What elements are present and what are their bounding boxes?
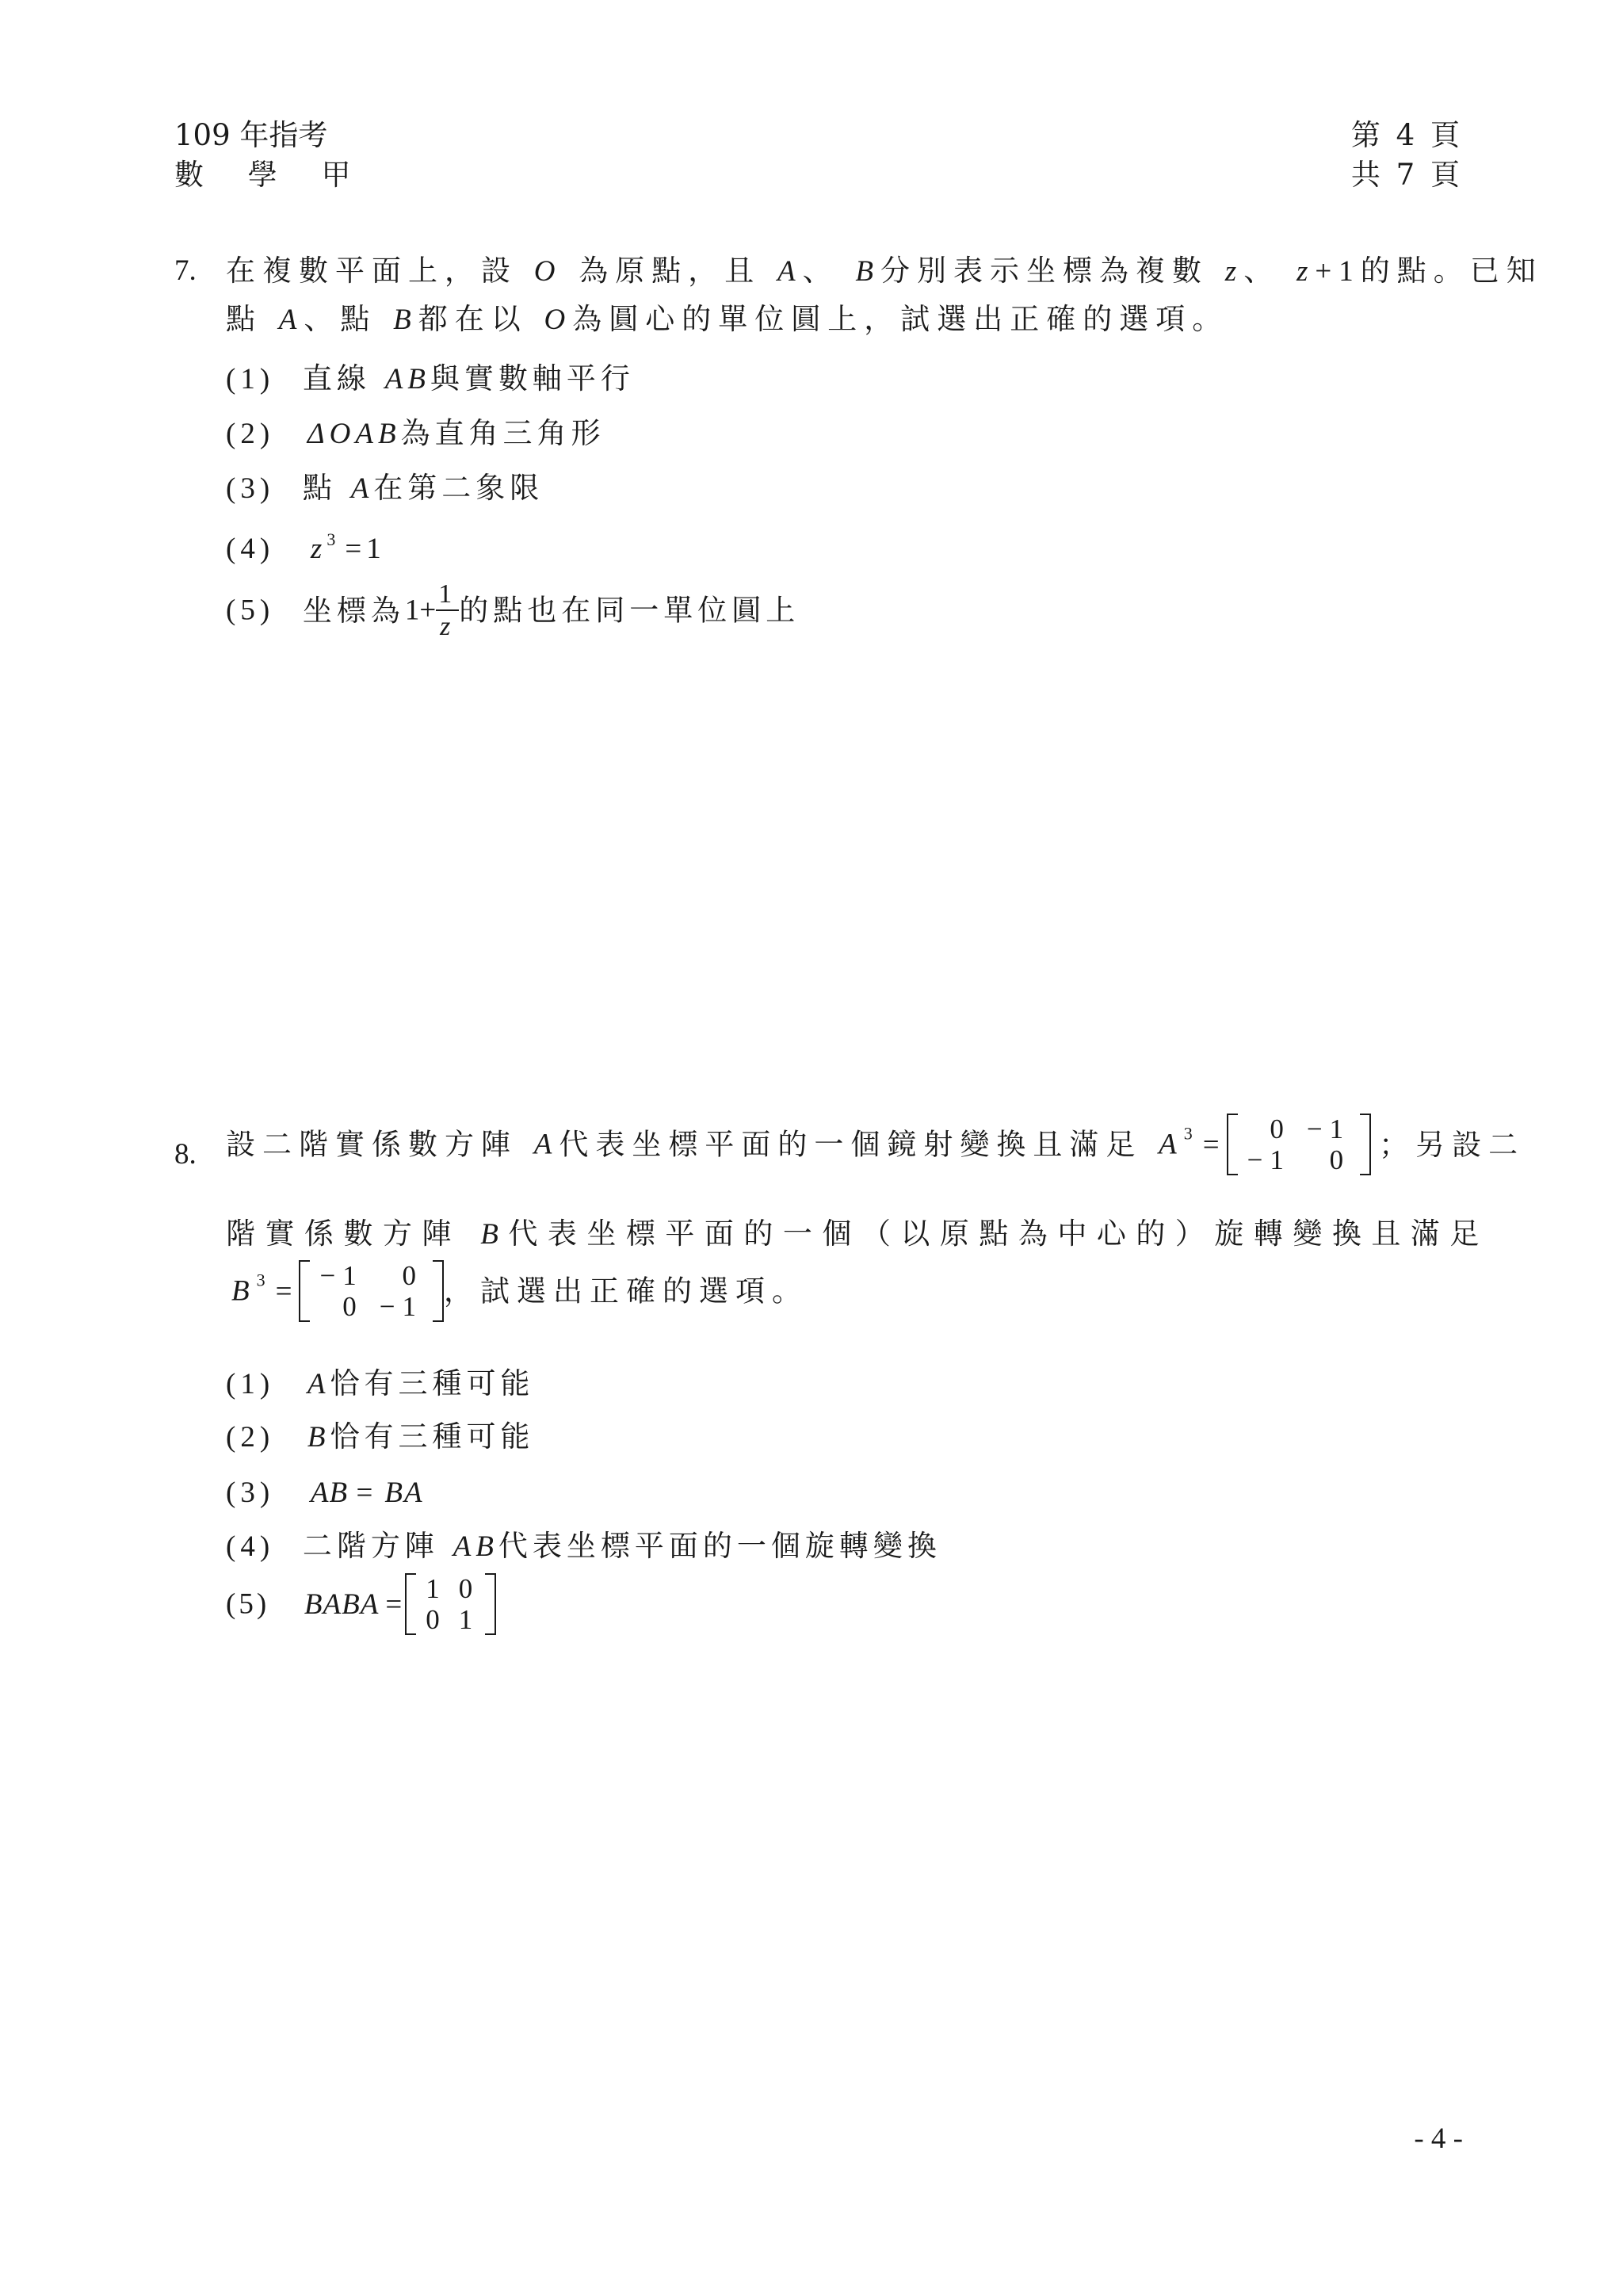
math-B: B	[231, 1274, 257, 1308]
text-segment: 的點也在同一單位圓上	[459, 593, 800, 628]
math-expression: AB	[310, 1477, 349, 1509]
math-expression: A	[350, 472, 374, 505]
math-B: B	[393, 304, 418, 336]
option-label: (4)	[226, 1530, 275, 1563]
text-segment: 代表坐標平面的一個（以原點為中心的）旋轉變換且滿足	[508, 1217, 1489, 1251]
text-segment: 分別表示坐標為複數	[880, 254, 1209, 288]
matrix-A	[1227, 1114, 1372, 1175]
text-segment: 二階方陣	[302, 1529, 439, 1563]
matrix-cell: 0	[458, 1573, 476, 1604]
question-number: 8.	[174, 1138, 197, 1171]
text-segment: 點	[302, 471, 337, 505]
math-equals: =	[385, 1587, 406, 1621]
option-q7-4	[226, 531, 386, 563]
matrix-cell: 0	[402, 1260, 423, 1291]
option-label: (2)	[226, 418, 275, 450]
math-equals: =	[1202, 1128, 1227, 1161]
matrix-B	[299, 1260, 444, 1322]
matrix-cell: −1	[319, 1260, 364, 1291]
matrix-cell: 1	[458, 1604, 476, 1635]
text-segment: 代表坐標平面的一個旋轉變換	[498, 1529, 941, 1563]
option-q8-5	[226, 1573, 496, 1635]
option-q8-2	[226, 1419, 535, 1454]
matrix-cell: 1	[426, 1573, 443, 1604]
option-q7-2	[226, 418, 605, 449]
subject-title: 數 學 甲	[174, 158, 369, 192]
math-expression: B	[307, 1421, 330, 1454]
math-z: z	[1296, 255, 1316, 288]
math-B: B	[855, 255, 881, 288]
math-expression: A	[307, 1368, 330, 1400]
option-label: (1)	[226, 1368, 275, 1400]
text-segment: ；另設二	[1379, 1127, 1526, 1162]
text-segment: 階實係數方陣	[226, 1217, 461, 1251]
math-O: O	[533, 255, 563, 288]
text-segment: 為直角三角形	[400, 416, 605, 450]
text-segment: 恰有三種可能	[330, 1366, 535, 1400]
option-label: (5)	[226, 1587, 270, 1621]
option-q7-1	[226, 361, 635, 395]
page-number: - 4 -	[1414, 2122, 1463, 2155]
math-expression: 1+	[404, 594, 437, 627]
math-exponent: 3	[327, 529, 341, 549]
identity-matrix	[405, 1573, 496, 1635]
math-expression: =1	[345, 533, 386, 565]
math-A: A	[533, 1128, 559, 1161]
matrix-cell: 0	[342, 1291, 364, 1322]
matrix-cell: −1	[1247, 1144, 1291, 1175]
math-exponent: 3	[256, 1270, 273, 1290]
option-label: (3)	[226, 1477, 275, 1509]
question-8-line-1	[226, 1114, 1525, 1175]
page-label: 第 4 頁	[1350, 118, 1463, 152]
option-q7-5	[226, 579, 800, 642]
exam-year: 109 年指考	[174, 118, 328, 152]
text-segment: 直線	[302, 361, 371, 395]
math-B: B	[480, 1218, 509, 1251]
question-8-line-2	[226, 1219, 1489, 1249]
text-segment: 為原點，且	[579, 254, 762, 288]
text-segment: 的點。已知	[1360, 254, 1543, 288]
math-expression: AB	[384, 363, 430, 395]
question-number: 7.	[174, 254, 197, 287]
question-8-line-3	[231, 1260, 808, 1322]
math-O: O	[544, 304, 573, 336]
math-A: A	[777, 255, 803, 288]
option-label: (3)	[226, 472, 275, 505]
text-segment: 代表坐標平面的一個鏡射變換且滿足	[559, 1127, 1143, 1162]
text-segment: 、	[1243, 254, 1281, 288]
math-plus-one: +1	[1315, 255, 1361, 288]
math-expression: AB	[453, 1530, 498, 1563]
text-segment: ，試選出正確的選項。	[443, 1274, 808, 1308]
math-expression: BABA	[304, 1587, 380, 1621]
math-A: A	[1159, 1128, 1184, 1161]
fraction-denominator: z	[440, 612, 456, 642]
math-fraction	[436, 579, 459, 642]
option-q7-3	[226, 473, 544, 503]
text-segment: 設二階實係數方陣	[226, 1127, 517, 1162]
option-q8-4	[226, 1531, 941, 1561]
total-pages-label: 共 7 頁	[1350, 158, 1463, 192]
matrix-cell: −1	[1306, 1114, 1351, 1144]
matrix-cell: −1	[379, 1291, 423, 1322]
option-label: (5)	[226, 594, 275, 627]
option-q8-1	[226, 1366, 535, 1400]
math-expression: = BA	[354, 1477, 424, 1509]
fraction-numerator: 1	[436, 579, 459, 611]
option-label: (2)	[226, 1421, 275, 1454]
matrix-cell: 0	[1329, 1144, 1351, 1175]
matrix-cell: 0	[1270, 1114, 1291, 1144]
text-segment: 在第二象限	[373, 471, 544, 505]
math-exponent: 3	[1183, 1123, 1200, 1144]
option-label: (4)	[226, 533, 275, 565]
text-segment: 、點	[304, 302, 377, 336]
text-segment: 坐標為	[302, 593, 405, 628]
text-segment: 、	[802, 254, 839, 288]
matrix-cell: 0	[426, 1604, 443, 1635]
text-segment: 都在以	[418, 302, 528, 336]
option-label: (1)	[226, 363, 275, 395]
math-equals: =	[275, 1274, 300, 1308]
question-7-line-2	[226, 304, 1228, 334]
math-z: z	[1224, 255, 1244, 288]
text-segment: 點	[226, 302, 262, 336]
question-7-line-1	[226, 256, 1543, 286]
text-segment: 在複數平面上，設	[226, 254, 517, 288]
math-expression: z	[310, 533, 327, 565]
option-q8-3	[226, 1477, 424, 1507]
math-A: A	[278, 304, 304, 336]
text-segment: 恰有三種可能	[330, 1419, 535, 1454]
math-expression: ΔOAB	[307, 418, 401, 450]
text-segment: 與實數軸平行	[430, 361, 635, 395]
text-segment: 為圓心的單位圓上，試選出正確的選項。	[572, 302, 1229, 336]
